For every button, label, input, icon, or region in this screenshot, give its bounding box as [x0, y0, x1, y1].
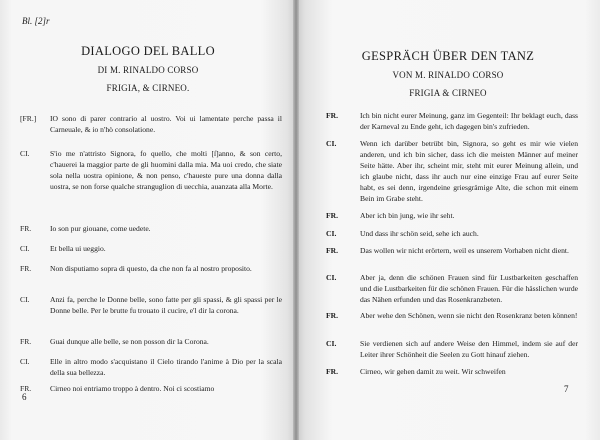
- speakers-line: FRIGIA & CIRNEO: [409, 88, 487, 98]
- dialogue-title: DIALOGO DEL BALLO: [81, 44, 215, 58]
- speaker-label: FR.: [326, 246, 339, 255]
- dialogue-entry: [326, 272, 578, 305]
- dialogue-entry: [20, 243, 282, 254]
- speaker-label: CI.: [20, 149, 30, 158]
- speaker-label: FR.: [20, 264, 32, 273]
- speaker-label: FR.: [326, 111, 339, 120]
- speaker-label: CI.: [20, 244, 30, 253]
- dialogue-text: Cirneo noi entriamo troppo à dentro. Noi ci scostiamo: [50, 384, 215, 393]
- author-line: DI M. RINALDO CORSO: [97, 65, 199, 75]
- dialogue-entry: [20, 263, 282, 285]
- dialogue-text: Non disputiamo sopra di questo, da che non fa al nostro proposito.: [50, 264, 252, 273]
- book-gutter: [293, 0, 299, 440]
- dialogue-text: Sie verdienen sich auf andere Weise den Himmel, indem sie auf der Leiter ihrer Schönheit die Seelen zu Gott hinauf ziehen.: [360, 339, 578, 359]
- speaker-label: FR.: [20, 224, 32, 233]
- dialogue-entry: [326, 210, 578, 221]
- dialogue-text: Und dass ihr schön seid, sehe ich auch.: [360, 229, 479, 238]
- dialogue-entry: [20, 336, 282, 347]
- dialogue-text: Aber ich bin jung, wie ihr seht.: [360, 211, 455, 220]
- speaker-label: FR.: [20, 384, 32, 393]
- folio-mark: Bl. [2]r: [22, 16, 50, 26]
- dialogue-entry: [326, 245, 578, 267]
- dialogue-text: Elle in altro modo s'acquistano il Cielo tirando l'anime à Dio per la scala della sua bellezza.: [50, 357, 282, 377]
- dialogue-entry: [20, 148, 282, 214]
- dialogue-entry: [326, 110, 578, 132]
- speaker-label: FR.: [326, 367, 339, 376]
- speaker-label: CI.: [326, 139, 337, 148]
- dialogue-text: Das wollen wir nicht erörtern, weil es unserem Vorhaben nicht dient.: [360, 246, 569, 255]
- dialogue-text: Io son pur giouane, come uedete.: [50, 224, 151, 233]
- dialogue-text: Cirneo, wir gehen damit zu weit. Wir schweifen: [360, 367, 506, 376]
- dialogue-entry: [326, 366, 578, 377]
- dialogue-entry: [20, 356, 282, 378]
- dialogue-text: IO sono di parer contrario al uostro. Voi ui lamentate perche passa il Carneuale, & io n'hò consolatione.: [50, 114, 282, 134]
- dialogue-entry: [20, 223, 282, 234]
- speaker-label: [FR.]: [20, 114, 37, 123]
- dialogue-text: Anzi fa, perche le Donne belle, sono fatte per gli spassi, & gli spassi per le Donne belle. Per le brutte fu trouato il cucire, e'l dir la corona.: [50, 295, 282, 315]
- author-line: VON M. RINALDO CORSO: [392, 70, 504, 80]
- dialogue-text: Ich bin nicht eurer Meinung, ganz im Gegenteil: Ihr beklagt euch, dass der Karneval zu Ende geht, ich dagegen bin's zufrieden.: [360, 111, 578, 131]
- dialogue-entry: [326, 138, 578, 204]
- speakers-line: FRIGIA, & CIRNEO.: [106, 83, 190, 93]
- page-number: 7: [564, 384, 569, 394]
- speaker-label: FR.: [326, 211, 339, 220]
- speaker-label: CI.: [326, 229, 337, 238]
- dialogue-title: GESPRÄCH ÜBER DEN TANZ: [361, 49, 535, 63]
- speaker-label: FR.: [326, 311, 339, 320]
- speaker-label: CI.: [326, 339, 337, 348]
- dialogue-entry: [20, 113, 282, 135]
- speaker-label: CI.: [20, 357, 30, 366]
- dialogue-entry: [326, 338, 578, 360]
- speaker-label: FR.: [20, 337, 32, 346]
- dialogue-text: Et bella ui ueggio.: [50, 244, 106, 253]
- page-number: 6: [22, 392, 27, 402]
- dialogue-entry: [326, 310, 578, 332]
- dialogue-text: S'io me n'attristo Signora, fo quello, che molti [ſ]anno, & son certo, c'hauerei la maggior parte de gli huomini dalla mia. Ma uoi credo, che siate sola nella uostra opinione, & non penso, c'haueste pure una donna dalla uostra, se non forse qualche stranguglion di uecchia, auanzata alla Morte.: [50, 149, 282, 191]
- dialogue-entry: [326, 228, 578, 239]
- right-page: [296, 0, 600, 440]
- speaker-label: CI.: [326, 273, 337, 282]
- left-page: [0, 0, 296, 440]
- speaker-label: CI.: [20, 295, 30, 304]
- dialogue-entry: [20, 383, 282, 394]
- dialogue-text: Guai dunque alle belle, se non posson dir la Corona.: [50, 337, 209, 346]
- dialogue-text: Wenn ich darüber betrübt bin, Signora, so geht es mir wie vielen anderen, und ich bin sicher, dass ich die meisten Männer auf meiner Seite hätte. Aber ihr, scheint mir, steht mit eurer Meinung allein, und ich glaube nicht, dass ihr auch nur eine einzige Frau auf eurer Seite habt, es sei denn, irgendeine griesgrämige Alte, die schon mit einem Bein im Grabe steht.: [360, 139, 578, 203]
- dialogue-text: Aber wehe den Schönen, wenn sie nicht den Rosenkranz beten können!: [360, 311, 578, 320]
- dialogue-entry: [20, 294, 282, 327]
- dialogue-text: Aber ja, denn die schönen Frauen sind für Lustbarkeiten geschaffen und die Lustbarkeiten für die schönen Frauen. Für die hässlichen wurde das Nähen erfunden und das Rosenkranzbeten.: [360, 273, 578, 304]
